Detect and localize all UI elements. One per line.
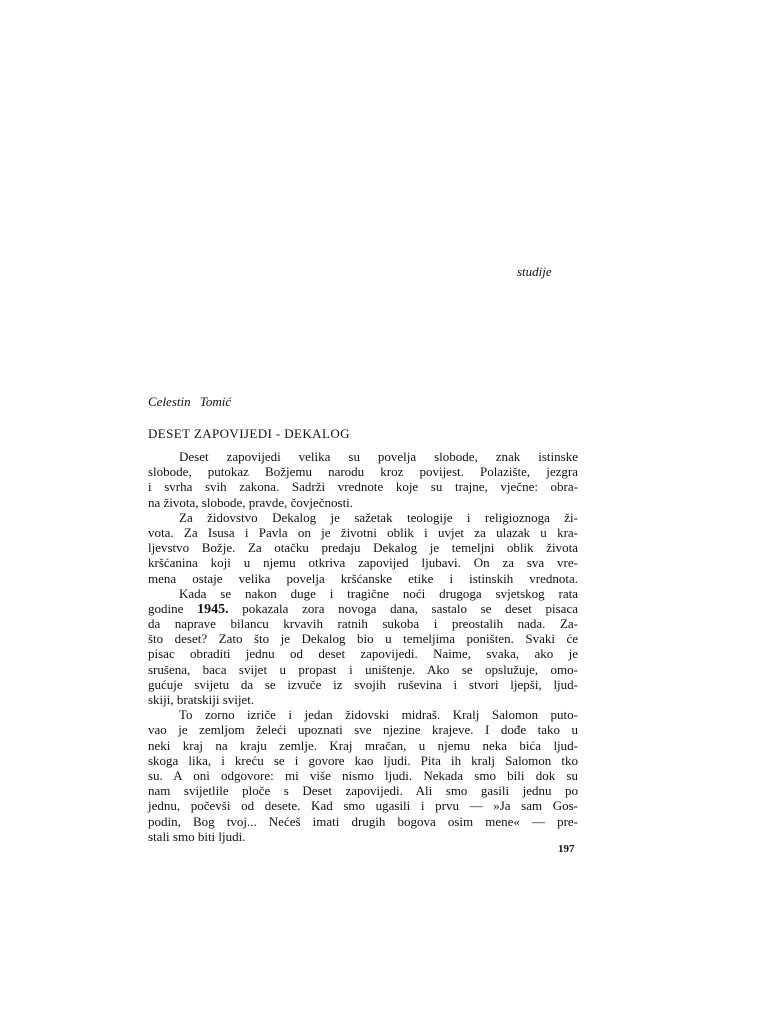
text-line: stali smo biti ljudi. (148, 828, 246, 844)
text-line (148, 601, 578, 616)
text-line: ljevstvo Božje. Za otačku predaju Dekalog je temeljni oblik života (148, 540, 578, 556)
text-line: mena ostaje velika povelja kršćanske etike i istinskih vrednota. (148, 570, 578, 586)
text-line: i svrha svih zakona. Sadrži vrednote koje su trajne, vječne: obra- (148, 479, 578, 495)
text-line: što deset? Zato što je Dekalog bio u temeljima poništen. Svaki će (148, 631, 578, 647)
text-line: Za židovstvo Dekalog je sažetak teologije i religioznoga ži- (179, 509, 578, 525)
article-title: DESET ZAPOVIJEDI - DEKALOG (148, 426, 350, 441)
text-line: vota. Za Isusa i Pavla on je životni oblik i uvjet za ulazak u kra- (148, 524, 578, 540)
text-line: na života, slobode, pravde, čovječnosti. (148, 494, 354, 510)
text-line: srušena, baca svijet u propast i uništenje. Ako se opslužuje, omo- (148, 661, 578, 677)
text-line: nam svijetlile ploče s Deset zapovijedi. Ali smo gasili jednu po (148, 783, 578, 799)
year-emphasis: 1945. (197, 601, 229, 617)
text-line: neki kraj na kraju zemlje. Kraj mračan, u njemu neka bića ljud- (148, 737, 578, 753)
text-line: Deset zapovijedi velika su povelja slobode, znak istinske (179, 449, 578, 464)
text-line: vao je zemljom želeći upoznati sve njezine krajeve. I dođe tako u (148, 722, 578, 738)
text-line: su. A oni odgovore: mi više nismo ljudi. Nekada smo bili dok su (148, 767, 578, 783)
page-number: 197 (558, 843, 575, 855)
author-name: Celestin Tomić (148, 394, 232, 409)
text-line: pisac obraditi jednu od deset zapovijedi. Naime, svaka, ako je (148, 646, 578, 662)
text-line: skoga lika, i kreću se i govore kao ljudi. Pita ih kralj Salomon tko (148, 752, 578, 768)
text-line: kršćanina koji u njemu otkriva zapovijed ljubavi. On za sva vre- (148, 555, 578, 571)
text-fragment: godine (148, 600, 198, 616)
article-body (148, 449, 578, 844)
text-line: gućuje svijetu da se izvuče iz svojih ruševina i stvori ljepši, ljud- (148, 676, 578, 692)
text-fragment: pokazala zora novoga dana, sastalo se deset pisaca (228, 600, 578, 616)
text-line: jednu, počevši od desete. Kad smo ugasili i prvu — »Ja sam Gos- (148, 798, 578, 814)
text-line: podin, Bog tvoj... Nećeš imati drugih bogova osim mene« — pre- (148, 813, 578, 829)
text-line: Kada se nakon duge i tragične noći drugoga svjetskog rata (179, 585, 578, 601)
text-line: To zorno izriče i jedan židovski midraš. Kralj Salomon puto- (179, 707, 578, 723)
text-line: da naprave bilancu krvavih ratnih sukoba i preostalih nada. Za- (148, 616, 578, 632)
text-line: slobode, putokaz Božjemu narodu kroz povijest. Polazište, jezgra (148, 464, 578, 480)
text-line: skiji, bratskiji svijet. (148, 692, 255, 707)
section-label: studije (517, 264, 552, 279)
